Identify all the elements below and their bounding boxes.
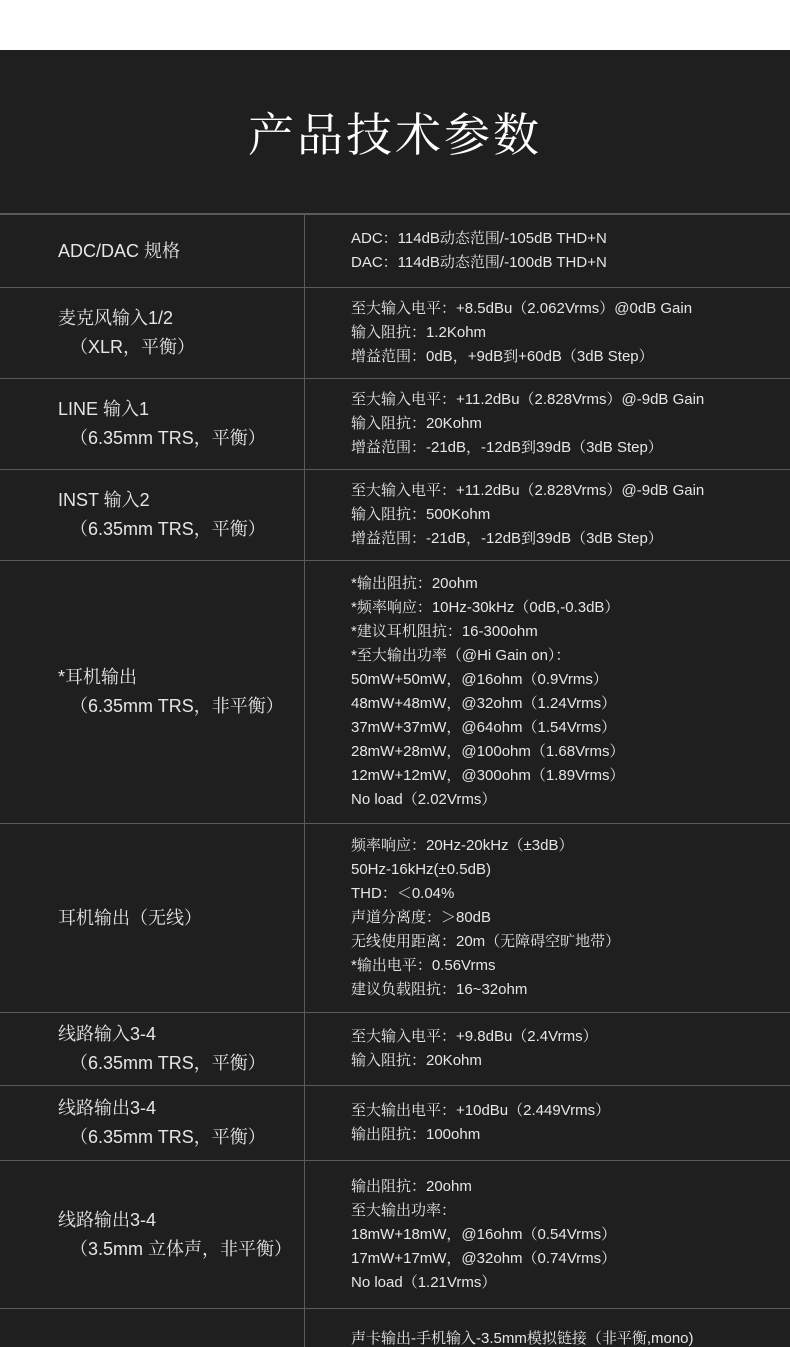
spec-label-detail: （6.35mm TRS，平衡） — [70, 519, 266, 539]
spec-values — [305, 561, 790, 823]
spec-row-line-output-3-4-trs — [0, 1086, 790, 1161]
spec-value-line: *至大输出功率（@Hi Gain on）： — [351, 647, 571, 664]
spec-label — [0, 288, 305, 378]
spec-value-line: *输出电平：0.56Vrms — [351, 957, 496, 974]
spec-values — [305, 1309, 790, 1347]
spec-value-line: THD：＜0.04% — [351, 885, 455, 902]
spec-values — [305, 379, 790, 469]
spec-row-mic-input — [0, 288, 790, 379]
spec-values — [305, 215, 790, 287]
spec-value-line: *频率响应：10Hz-30kHz（0dB,-0.3dB） — [351, 599, 620, 616]
spec-label-detail: （6.35mm TRS，平衡） — [70, 1127, 266, 1147]
spec-row-wireless-headphone — [0, 824, 790, 1013]
spec-values — [305, 288, 790, 378]
spec-label-detail: （6.35mm TRS，平衡） — [70, 1053, 266, 1073]
spec-label-detail: （6.35mm TRS，非平衡） — [70, 696, 284, 716]
spec-table — [0, 214, 790, 1347]
spec-label — [0, 561, 305, 823]
spec-value-line: 28mW+28mW，@100ohm（1.68Vrms） — [351, 743, 625, 760]
spec-value-line: 无线使用距离：20m（无障碍空旷地带） — [351, 933, 621, 950]
spec-value-line: 声道分离度：＞80dB — [351, 909, 492, 926]
spec-values — [305, 824, 790, 1012]
spec-row-inst-input — [0, 470, 790, 561]
spec-value-line: No load（1.21Vrms） — [351, 1273, 497, 1291]
spec-row-adc-dac — [0, 215, 790, 288]
spec-row-line-input-3-4 — [0, 1013, 790, 1086]
spec-value-line: 声卡输出-手机输入-3.5mm模拟链接（非平衡,mono) — [351, 1329, 694, 1347]
page-title: 产品技术参数 — [0, 50, 790, 214]
spec-label-name: LINE 输入1 — [58, 399, 150, 419]
spec-value-line: 17mW+17mW，@32ohm（0.74Vrms） — [351, 1249, 617, 1267]
spec-label-name: 耳机输出（无线） — [58, 907, 202, 928]
spec-row-phone-link — [0, 1309, 790, 1347]
spec-label-name: ADC/DAC 规格 — [58, 240, 181, 261]
spec-value-line: *建议耳机阻抗：16-300ohm — [351, 623, 538, 640]
spec-label — [0, 379, 305, 469]
spec-value-line: 至大输入电平：+9.8dBu（2.4Vrms） — [351, 1028, 598, 1045]
spec-label-name: 麦克风输入1/2 — [58, 308, 174, 328]
spec-value-line: 至大输出功率： — [351, 1201, 457, 1219]
spec-value-line: 频率响应：20Hz-20kHz（±3dB） — [351, 837, 574, 854]
spec-value-line: 至大输入电平：+11.2dBu（2.828Vrms）@-9dB Gain — [351, 482, 705, 499]
spec-label-name: 线路输出3-4 — [58, 1209, 157, 1230]
spec-label-detail: （3.5mm 立体声，非平衡） — [70, 1238, 293, 1259]
spec-value-line: *输出阻抗：20ohm — [351, 575, 478, 592]
spec-value-line: 至大输出电平：+10dBu（2.449Vrms） — [351, 1102, 611, 1119]
spec-label — [0, 470, 305, 560]
spec-values — [305, 1086, 790, 1160]
spec-label — [0, 1086, 305, 1160]
spec-label-name: INST 输入2 — [58, 490, 150, 510]
spec-value-line: 建议负载阻抗：16~32ohm — [351, 981, 528, 998]
spec-label — [0, 215, 305, 287]
spec-value-line: 输入阻抗：1.2Kohm — [351, 324, 487, 341]
spec-value-line: ADC：114dB动态范围/-105dB THD+N — [351, 230, 607, 247]
spec-value-line: 输入阻抗：20Kohm — [351, 1052, 482, 1069]
spec-row-line-input — [0, 379, 790, 470]
spec-label — [0, 1309, 305, 1347]
spec-value-line: 37mW+37mW，@64ohm（1.54Vrms） — [351, 719, 617, 736]
spec-value-line: 50Hz-16kHz(±0.5dB) — [351, 861, 491, 878]
spec-value-line: 增益范围：-21dB，-12dB到39dB（3dB Step） — [351, 439, 663, 456]
spec-value-line: 至大输入电平：+8.5dBu（2.062Vrms）@0dB Gain — [351, 300, 693, 317]
spec-panel — [0, 50, 790, 1347]
spec-label — [0, 1161, 305, 1308]
spec-label-detail: （XLR，平衡） — [70, 337, 196, 357]
spec-label — [0, 824, 305, 1012]
spec-row-headphone-output — [0, 561, 790, 824]
spec-value-line: No load（2.02Vrms） — [351, 791, 497, 808]
spec-value-line: 12mW+12mW，@300ohm（1.89Vrms） — [351, 767, 625, 784]
spec-label-detail: （6.35mm TRS，平衡） — [70, 428, 266, 448]
spec-values — [305, 1013, 790, 1085]
spec-value-line: 50mW+50mW，@16ohm（0.9Vrms） — [351, 671, 608, 688]
spec-label — [0, 1013, 305, 1085]
spec-label-name: 线路输出3-4 — [58, 1098, 157, 1118]
spec-value-line: DAC：114dB动态范围/-100dB THD+N — [351, 254, 607, 271]
spec-value-line: 18mW+18mW，@16ohm（0.54Vrms） — [351, 1225, 617, 1243]
spec-label-name: *耳机输出 — [58, 667, 138, 687]
spec-values — [305, 470, 790, 560]
spec-row-line-output-3-4-35mm — [0, 1161, 790, 1309]
spec-value-line: 至大输入电平：+11.2dBu（2.828Vrms）@-9dB Gain — [351, 391, 705, 408]
spec-value-line: 输入阻抗：500Kohm — [351, 506, 491, 523]
spec-value-line: 输出阻抗：20ohm — [351, 1177, 472, 1195]
spec-value-line: 增益范围：0dB，+9dB到+60dB（3dB Step） — [351, 348, 654, 365]
spec-value-line: 输入阻抗：20Kohm — [351, 415, 482, 432]
spec-label-name: 线路输入3-4 — [58, 1024, 157, 1044]
spec-value-line: 48mW+48mW，@32ohm（1.24Vrms） — [351, 695, 617, 712]
spec-values — [305, 1161, 790, 1308]
spec-value-line: 输出阻抗：100ohm — [351, 1126, 481, 1143]
spec-value-line: 增益范围：-21dB，-12dB到39dB（3dB Step） — [351, 530, 663, 547]
